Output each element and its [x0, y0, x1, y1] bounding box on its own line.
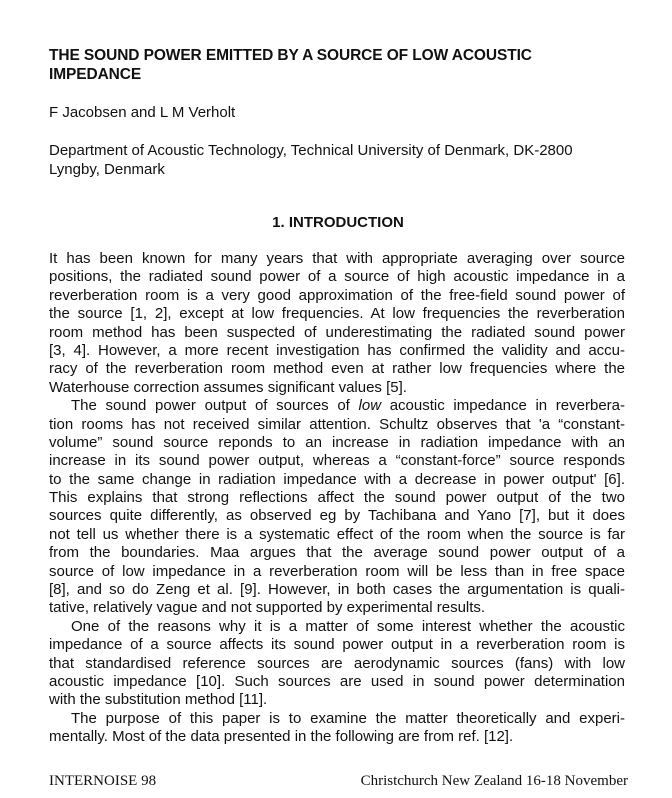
- paper-authors: F Jacobsen and L M Verholt: [49, 104, 236, 121]
- affiliation-line-1: Department of Acoustic Technology, Technical University of Denmark, DK-2800: [49, 142, 573, 159]
- text-line: acoustic impedance [10]. Such sources are used in sound power determination: [49, 672, 625, 690]
- text-line: not tell us whether there is a systematic effect of the room when the source is far: [49, 525, 625, 543]
- text-line: impedance of a source affects its sound power output in a reverberation room is: [49, 636, 625, 654]
- paper-affiliation: [49, 141, 649, 179]
- text-line: mentally. Most of the data presented in the following are from ref. [12].: [49, 728, 514, 746]
- text-line: positions, the radiated sound power of a source of high acoustic impedance in a: [49, 268, 625, 286]
- section-heading: 1. INTRODUCTION: [272, 214, 404, 231]
- text-line: to the same change in radiation impedance with a decrease in power output' [6].: [49, 470, 625, 488]
- text-line: This explains that strong reflections affect the sound power output of the two: [49, 489, 625, 507]
- footer-conference: INTERNOISE 98: [49, 773, 157, 789]
- text-line: the source [1, 2], except at low frequencies. At low frequencies the reverberation: [49, 305, 625, 323]
- text-line: room method has been suspected of underestimating the radiated sound power: [49, 323, 625, 341]
- text-line: tion rooms has not received similar attention. Schultz observes that 'a “constant-: [49, 415, 625, 433]
- text-line: [8], and so do Zeng et al. [9]. However, in both cases the argumentation is quali-: [49, 581, 625, 599]
- text-line: sources quite differently, as observed eg by Tachibana and Yano [7], but it does: [49, 507, 625, 525]
- text-line: It has been known for many years that with appropriate averaging over source: [49, 250, 625, 267]
- paper-title: [49, 46, 639, 84]
- text-line-with-italic: The sound power output of sources of low acoustic impedance in reverbera-: [71, 397, 625, 415]
- text-line: increase in its sound power output, whereas a “constant-force” source responds: [49, 452, 625, 470]
- text-line: racy of the reverberation room method even at rather low frequencies where the: [49, 360, 625, 378]
- text-line: reverberation room is a very good approximation of the free-field sound power of: [49, 286, 625, 304]
- text-line: One of the reasons why it is a matter of some interest whether the acoustic: [71, 617, 625, 635]
- footer-location-date: Christchurch New Zealand 16-18 November: [360, 773, 628, 789]
- text-line: tative, relatively vague and not supported by experimental results.: [49, 599, 486, 617]
- text-line: The purpose of this paper is to examine the matter theoretically and experi-: [71, 709, 625, 727]
- text-line: volume” sound source reponds to an increase in radiation impedance with an: [49, 433, 625, 451]
- affiliation-line-2: Lyngby, Denmark: [49, 161, 165, 178]
- italic-emphasis: low: [358, 397, 382, 415]
- text-line: with the substitution method [11].: [49, 691, 268, 709]
- text-line: source of low impedance in a reverberation room will be less than in free space: [49, 562, 625, 580]
- text-line: from the boundaries. Maa argues that the average sound power output of a: [49, 544, 625, 562]
- body-text: [49, 250, 625, 747]
- text-line: that standardised reference sources are aerodynamic sources (fans) with low: [49, 654, 625, 672]
- paper-title-line-2: IMPEDANCE: [49, 66, 142, 83]
- text-line: Waterhouse correction assumes significant values [5].: [49, 378, 407, 396]
- text-line: [3, 4]. However, a more recent investigation has confirmed the validity and accu-: [49, 341, 625, 359]
- paper-title-line-1: THE SOUND POWER EMITTED BY A SOURCE OF LOW ACOUSTIC: [49, 47, 532, 64]
